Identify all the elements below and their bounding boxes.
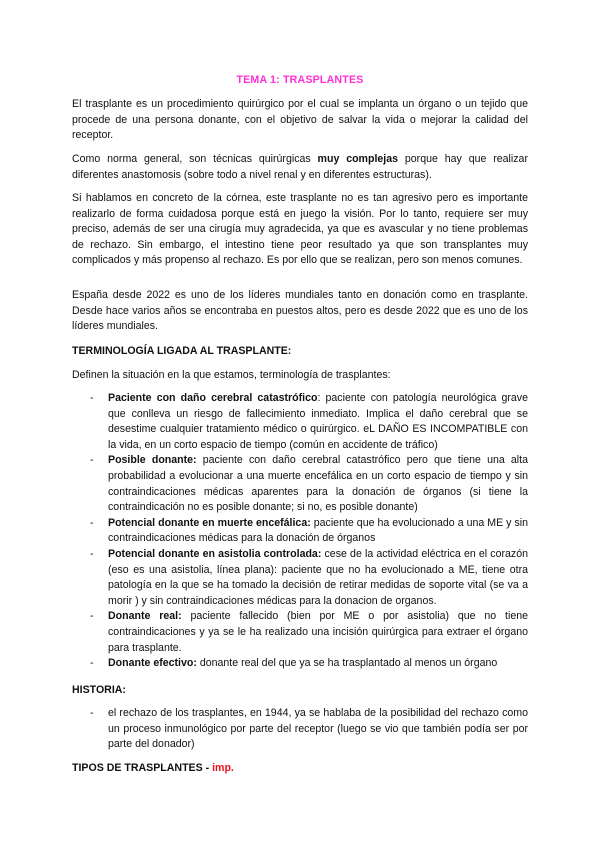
list-item [72,516,528,547]
tipos-heading [72,761,528,777]
list-item-text: cese de la actividad eléctrica en el corazón (eso es una asistolia, línea plana): paciente que no ha evolucionado a ME, tiene otra patología en la que se ha tomado la decisión de retirar medidas de soporte vital (se va a morir ) y sin contraindicaciones médicas para la donacion de organos. [108,547,528,607]
espana-paragraph: España desde 2022 es uno de los líderes mundiales tanto en donación como en trasplante. Desde hace varios años se encontraba en puestos altos, pero es desde 2022 que es uno de los líderes mundiales. [72,289,528,333]
list-item-term: Donante efectivo: [108,657,197,670]
list-dash: - [90,547,94,560]
terminologia-heading: TERMINOLOGÍA LIGADA AL TRASPLANTE: [72,345,292,357]
list-item-text: el rechazo de los trasplantes, en 1944, ya se hablaba de la posibilidad del rechazo como un proceso inmunológico por parte del receptor (luego se vio que también podía ser por parte del donador) [108,707,528,751]
imp-label: imp. [212,762,234,774]
list-dash: - [90,707,94,719]
tipos-separator: - [202,762,213,774]
list-item [72,391,528,453]
list-dash: - [90,516,94,529]
cornea-paragraph: Si hablamos en concreto de la córnea, este trasplante no es tan agresivo pero es importante realizarlo de forma cuidadosa porque está en juego la visión. Por lo tanto, requiere ser muy preciso, además de ser una cirugía muy agradecida, ya que es avascular y no tiene problemas de rechazo. Sin embargo, el intestino tiene peor resultado ya que son transplantes muy complicados y más propenso al rechazo. Es por ello que se realizan, pero son menos comunes. [72,192,528,267]
list-item-text: : paciente con patología neurológica grave que conlleva un riesgo de fallecimiento inmediato. Implica el daño cerebral que se desestime cualquier tratamiento médico o quirúrgico. eL DAÑO ES INCOMPATIBLE con la vida, en un corto espacio de tiempo (común en accidente de tráfico) [108,392,528,451]
list-item-term: Potencial donante en asistolia controlada: [108,547,322,560]
list-item-term: Posible donante: [108,454,197,467]
list-dash: - [90,610,94,623]
norma-paragraph [72,152,528,183]
norma-text-after: porque hay que realizar diferentes anastomosis (sobre todo a nivel renal y en diferentes estructuras). [72,153,528,181]
terminologia-intro: Definen la situación en la que estamos, terminología de trasplantes: [72,369,391,381]
historia-heading: HISTORIA: [72,684,126,696]
list-item-term: Donante real: [108,610,182,623]
intro-paragraph: El trasplante es un procedimiento quirúrgico por el cual se implanta un órgano o un tejido que procede de una persona donante, con el objetivo de salvar la vida o mejorar la calidad del receptor. [72,98,528,142]
norma-text-before: Como norma general, son técnicas quirúrgicas [72,153,318,165]
list-item-text: donante real del que ya se ha trasplantado al menos un órgano [196,657,498,670]
list-item-term: Potencial donante en muerte encefálica: [108,516,311,529]
list-item [72,547,528,609]
page-title: TEMA 1: TRASPLANTES [236,74,364,86]
list-item [72,453,528,515]
list-dash: - [90,454,94,467]
list-item-text: paciente con daño cerebral catastrófico pero que tiene una alta probabilidad a evolucionar a una muerte encefálica en un corto espacio de tiempo y sin contraindicaciones médicas aparentes para la donación de órganos (si tiene la contraindicación no es posible donante; si no, es posible donante) [108,454,528,514]
tipos-heading-text: TIPOS DE TRASPLANTES [72,762,203,774]
list-item [72,656,528,672]
list-item [72,609,528,656]
list-item-term: Paciente con daño cerebral catastrófico [108,392,318,404]
historia-list [72,706,528,753]
list-dash: - [90,657,94,670]
list-item [72,706,528,753]
list-item-text: paciente fallecido (bien por ME o por asistolia) que no tiene contraindicaciones y ya se le ha realizado una incisión quirúrgica para extraer el órgano para trasplante. [108,610,528,654]
terminologia-list [72,391,528,672]
list-item-text: paciente que ha evolucionado a una ME y sin contraindicaciones médicas para la donación de órganos [108,516,528,545]
norma-bold-text: muy complejas [317,153,399,165]
list-dash: - [90,392,94,404]
